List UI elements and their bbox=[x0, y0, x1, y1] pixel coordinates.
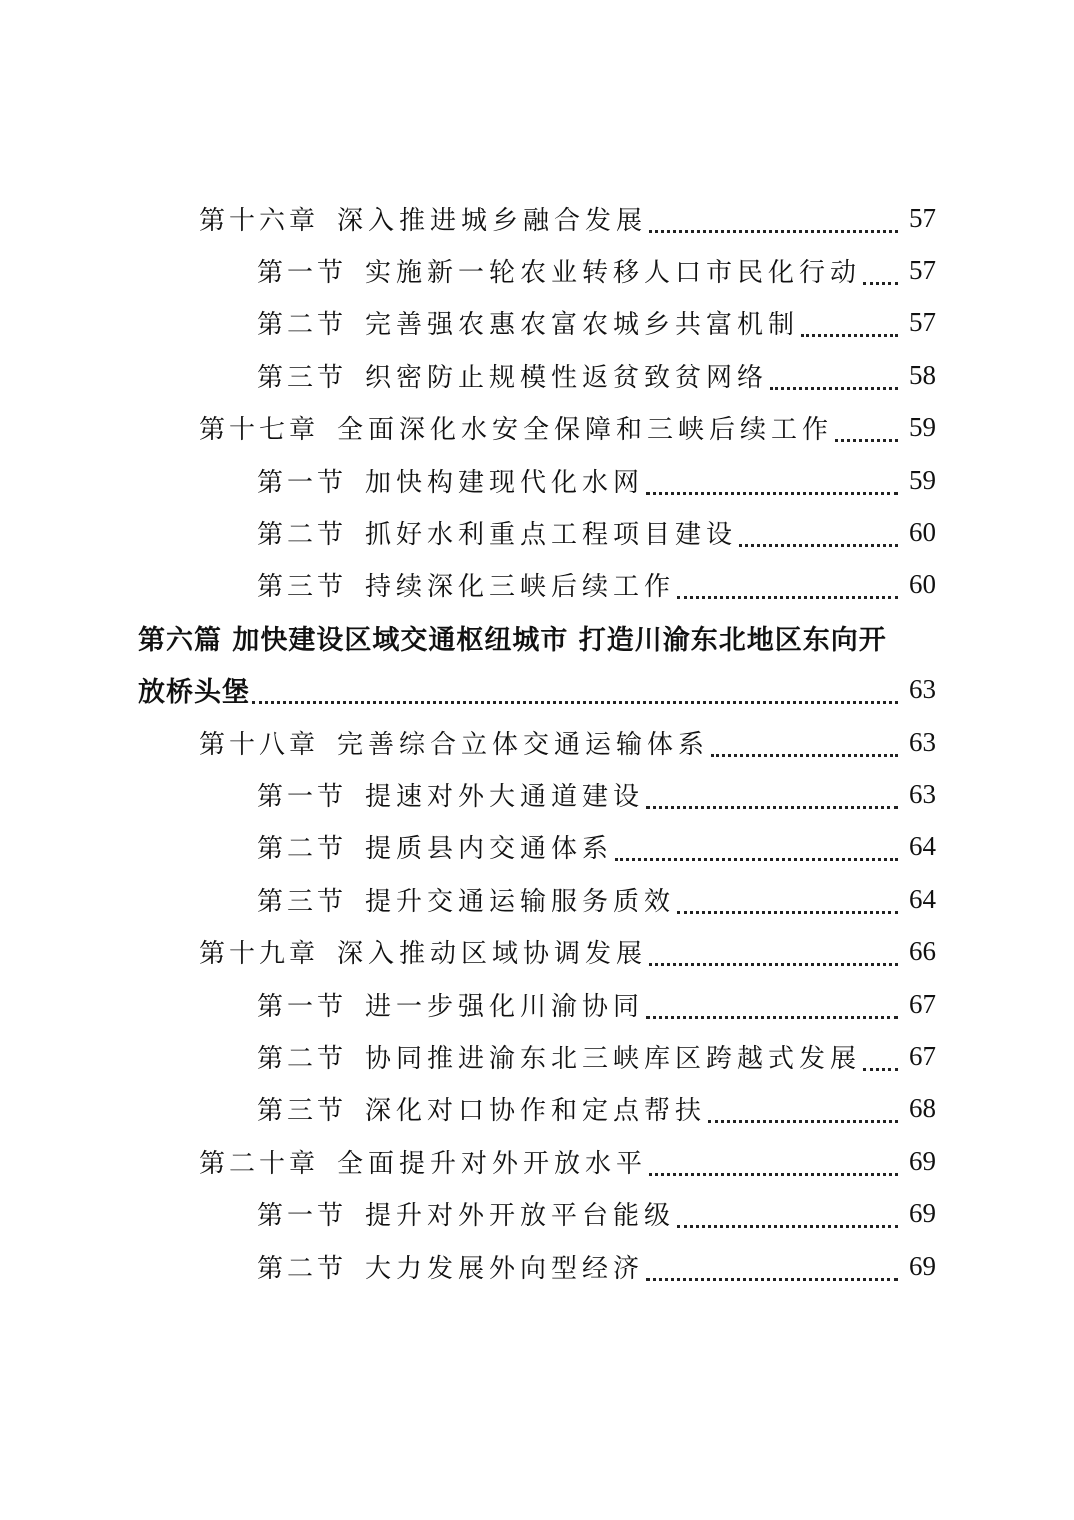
entry-title: 提质县内交通体系 bbox=[365, 834, 614, 865]
entry-number: 第三节 bbox=[257, 886, 348, 917]
entry-title: 织密防止规模性返贫致贫网络 bbox=[365, 362, 769, 393]
entry-page: 66 bbox=[909, 936, 936, 967]
entry-number: 第一节 bbox=[257, 258, 348, 289]
entry-number: 第十七章 bbox=[199, 415, 320, 446]
entry-title: 深化对口协作和定点帮扶 bbox=[365, 1096, 707, 1127]
entry-page: 69 bbox=[909, 1250, 936, 1281]
dot-leader bbox=[677, 881, 898, 914]
toc-entry[interactable] bbox=[0, 244, 1074, 296]
entry-title: 协同推进渝东北三峡库区跨越式发展 bbox=[365, 1043, 862, 1074]
entry-number: 第三节 bbox=[257, 572, 348, 603]
dot-leader bbox=[649, 933, 898, 966]
entry-page: 58 bbox=[909, 359, 936, 390]
dot-leader bbox=[863, 1038, 898, 1071]
dot-leader bbox=[615, 828, 898, 861]
dot-leader bbox=[835, 409, 898, 442]
entry-title: 实施新一轮农业转移人口市民化行动 bbox=[365, 258, 862, 289]
toc-entry[interactable] bbox=[0, 192, 1074, 244]
entry-title: 加快构建现代化水网 bbox=[365, 467, 645, 498]
entry-page: 64 bbox=[909, 883, 936, 914]
entry-number: 第一节 bbox=[257, 991, 348, 1022]
entry-page: 60 bbox=[909, 517, 936, 548]
entry-page: 63 bbox=[909, 778, 936, 809]
dot-leader bbox=[863, 252, 898, 285]
table-of-contents bbox=[0, 192, 1074, 1292]
dot-leader bbox=[770, 357, 898, 390]
dot-leader bbox=[801, 304, 898, 337]
entry-page: 64 bbox=[909, 831, 936, 862]
dot-leader bbox=[646, 986, 898, 1019]
toc-entry[interactable] bbox=[0, 297, 1074, 349]
entry-page: 60 bbox=[909, 569, 936, 600]
toc-entry[interactable] bbox=[0, 506, 1074, 558]
dot-leader bbox=[646, 776, 898, 809]
entry-number: 第十六章 bbox=[199, 205, 320, 236]
toc-entry[interactable] bbox=[0, 1135, 1074, 1187]
entry-title: 抓好水利重点工程项目建设 bbox=[365, 520, 738, 551]
entry-number: 第二节 bbox=[257, 520, 348, 551]
toc-entry[interactable] bbox=[0, 1083, 1074, 1135]
entry-title: 提速对外大通道建设 bbox=[365, 781, 645, 812]
dot-leader bbox=[649, 200, 898, 233]
entry-number: 第一节 bbox=[257, 467, 348, 498]
entry-number: 第二十章 bbox=[199, 1148, 320, 1179]
entry-title: 提升对外开放平台能级 bbox=[365, 1201, 676, 1232]
toc-entry[interactable] bbox=[0, 873, 1074, 925]
toc-entry[interactable] bbox=[0, 925, 1074, 977]
dot-leader bbox=[649, 1143, 898, 1176]
entry-title: 完善强农惠农富农城乡共富机制 bbox=[365, 310, 800, 341]
entry-number: 第三节 bbox=[257, 1096, 348, 1127]
entry-page: 63 bbox=[909, 674, 936, 705]
entry-number: 第一节 bbox=[257, 1201, 348, 1232]
entry-page: 59 bbox=[909, 412, 936, 443]
part-heading-line2: 放桥头堡 bbox=[138, 677, 250, 709]
part-heading-line1[interactable]: 第六篇 加快建设区域交通枢纽城市 打造川渝东北地区东向开 bbox=[138, 624, 887, 656]
toc-entry[interactable] bbox=[0, 454, 1074, 506]
dot-leader bbox=[677, 1195, 898, 1228]
entry-title: 持续深化三峡后续工作 bbox=[365, 572, 676, 603]
entry-page: 63 bbox=[909, 726, 936, 757]
entry-title: 完善综合立体交通运输体系 bbox=[337, 729, 710, 760]
entry-number: 第二节 bbox=[257, 1043, 348, 1074]
entry-page: 59 bbox=[909, 464, 936, 495]
dot-leader bbox=[711, 724, 898, 757]
entry-page: 69 bbox=[909, 1198, 936, 1229]
entry-title: 全面深化水安全保障和三峡后续工作 bbox=[337, 415, 834, 446]
toc-entry[interactable] bbox=[0, 559, 1074, 611]
entry-page: 57 bbox=[909, 255, 936, 286]
entry-number: 第二节 bbox=[257, 834, 348, 865]
toc-entry[interactable] bbox=[0, 821, 1074, 873]
toc-entry[interactable] bbox=[0, 402, 1074, 454]
entry-title: 提升交通运输服务质效 bbox=[365, 886, 676, 917]
entry-page: 57 bbox=[909, 202, 936, 233]
entry-title: 进一步强化川渝协同 bbox=[365, 991, 645, 1022]
entry-page: 67 bbox=[909, 1040, 936, 1071]
dot-leader bbox=[646, 1248, 898, 1281]
toc-entry[interactable] bbox=[0, 716, 1074, 768]
entry-number: 第十九章 bbox=[199, 939, 320, 970]
toc-entry[interactable] bbox=[0, 1030, 1074, 1082]
dot-leader bbox=[677, 566, 898, 599]
toc-entry[interactable] bbox=[0, 1240, 1074, 1292]
toc-entry[interactable] bbox=[0, 768, 1074, 820]
entry-page: 67 bbox=[909, 988, 936, 1019]
entry-page: 68 bbox=[909, 1093, 936, 1124]
dot-leader bbox=[739, 514, 898, 547]
entry-title: 深入推动区域协调发展 bbox=[337, 939, 648, 970]
entry-number: 第十八章 bbox=[199, 729, 320, 760]
toc-entry[interactable] bbox=[0, 978, 1074, 1030]
entry-title: 深入推进城乡融合发展 bbox=[337, 205, 648, 236]
entry-number: 第三节 bbox=[257, 362, 348, 393]
toc-entry[interactable] bbox=[0, 349, 1074, 401]
dot-leader bbox=[252, 671, 898, 704]
entry-page: 69 bbox=[909, 1145, 936, 1176]
toc-entry-part[interactable] bbox=[0, 664, 1074, 716]
entry-number: 第二节 bbox=[257, 1253, 348, 1284]
entry-title: 大力发展外向型经济 bbox=[365, 1253, 645, 1284]
toc-entry[interactable] bbox=[0, 1187, 1074, 1239]
dot-leader bbox=[646, 462, 898, 495]
entry-number: 第二节 bbox=[257, 310, 348, 341]
dot-leader bbox=[708, 1090, 898, 1123]
entry-page: 57 bbox=[909, 307, 936, 338]
entry-title: 全面提升对外开放水平 bbox=[337, 1148, 648, 1179]
entry-number: 第一节 bbox=[257, 781, 348, 812]
